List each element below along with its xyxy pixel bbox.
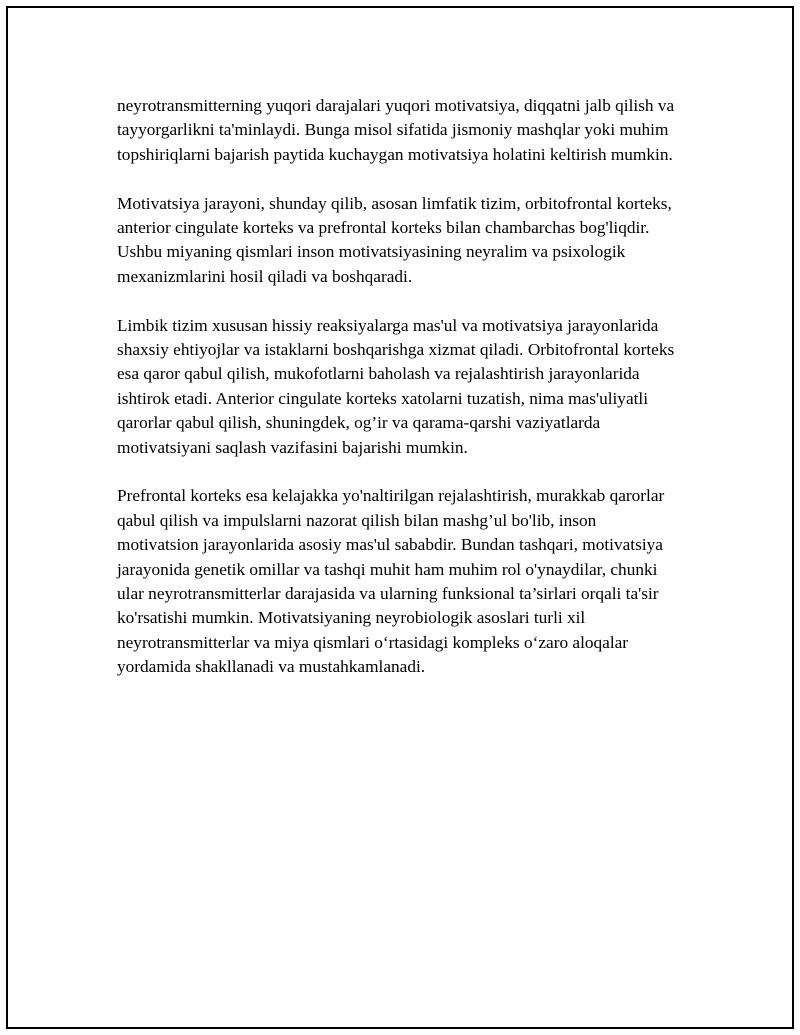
paragraph-2: Motivatsiya jarayoni, shunday qilib, asosan limfatik tizim, orbitofrontal korteks, anterior cingulate korteks va prefrontal korteks bilan chambarchas bog'liqdir. Ushbu miyaning qismlari inson motivatsiyasining neyralim va psixologik mexanizmlarini hosil qiladi va boshqaradi.	[117, 193, 672, 286]
paragraph-1: neyrotransmitterning yuqori darajalari yuqori motivatsiya, diqqatni jalb qilish va tayyorgarlikni ta'minlaydi. Bunga misol sifatida jismoniy mashqlar yoki muhim topshiriqlarni bajarish paytida kuchaygan motivatsiya holatini keltirish mumkin.	[117, 96, 675, 164]
paragraph-4: Prefrontal korteks esa kelajakka yo'naltirilgan rejalashtirish, murakkab qarorlar qabul qilish va impulslarni nazorat qilish bilan mashg’ul bo'lib, inson motivatsion jarayonlarida asosiy mas'ul sababdir. Bundan tashqari, motivatsiya jarayonida genetik omillar va tashqi muhit ham muhim rol o'ynaydilar, chunki ular neyrotransmitterlar darajasida va ularning funksional ta’sirlari orqali ta'sir ko'rsatishi mumkin. Motivatsiyaning neyrobiologik asoslari turli xil neyrotransmitterlar va miya qismlari o‘rtasidagi kompleks o‘zaro aloqalar yordamida shakllanadi va mustahkamlanadi.	[117, 486, 665, 677]
document-body	[117, 94, 682, 704]
paragraph-3: Limbik tizim xususan hissiy reaksiyalarga mas'ul va motivatsiya jarayonlarida shaxsiy ehtiyojlar va istaklarni boshqarishga xizmat qiladi. Orbitofrontal korteks esa qaror qabul qilish, mukofotlarni baholash va rejalashtirish jarayonlarida ishtirok etadi. Anterior cingulate korteks xatolarni tuzatish, nima mas'uliyatli qarorlar qabul qilish, shuningdek, og’ir va qarama-qarshi vaziyatlarda motivatsiyani saqlash vazifasini bajarishi mumkin.	[117, 315, 675, 457]
